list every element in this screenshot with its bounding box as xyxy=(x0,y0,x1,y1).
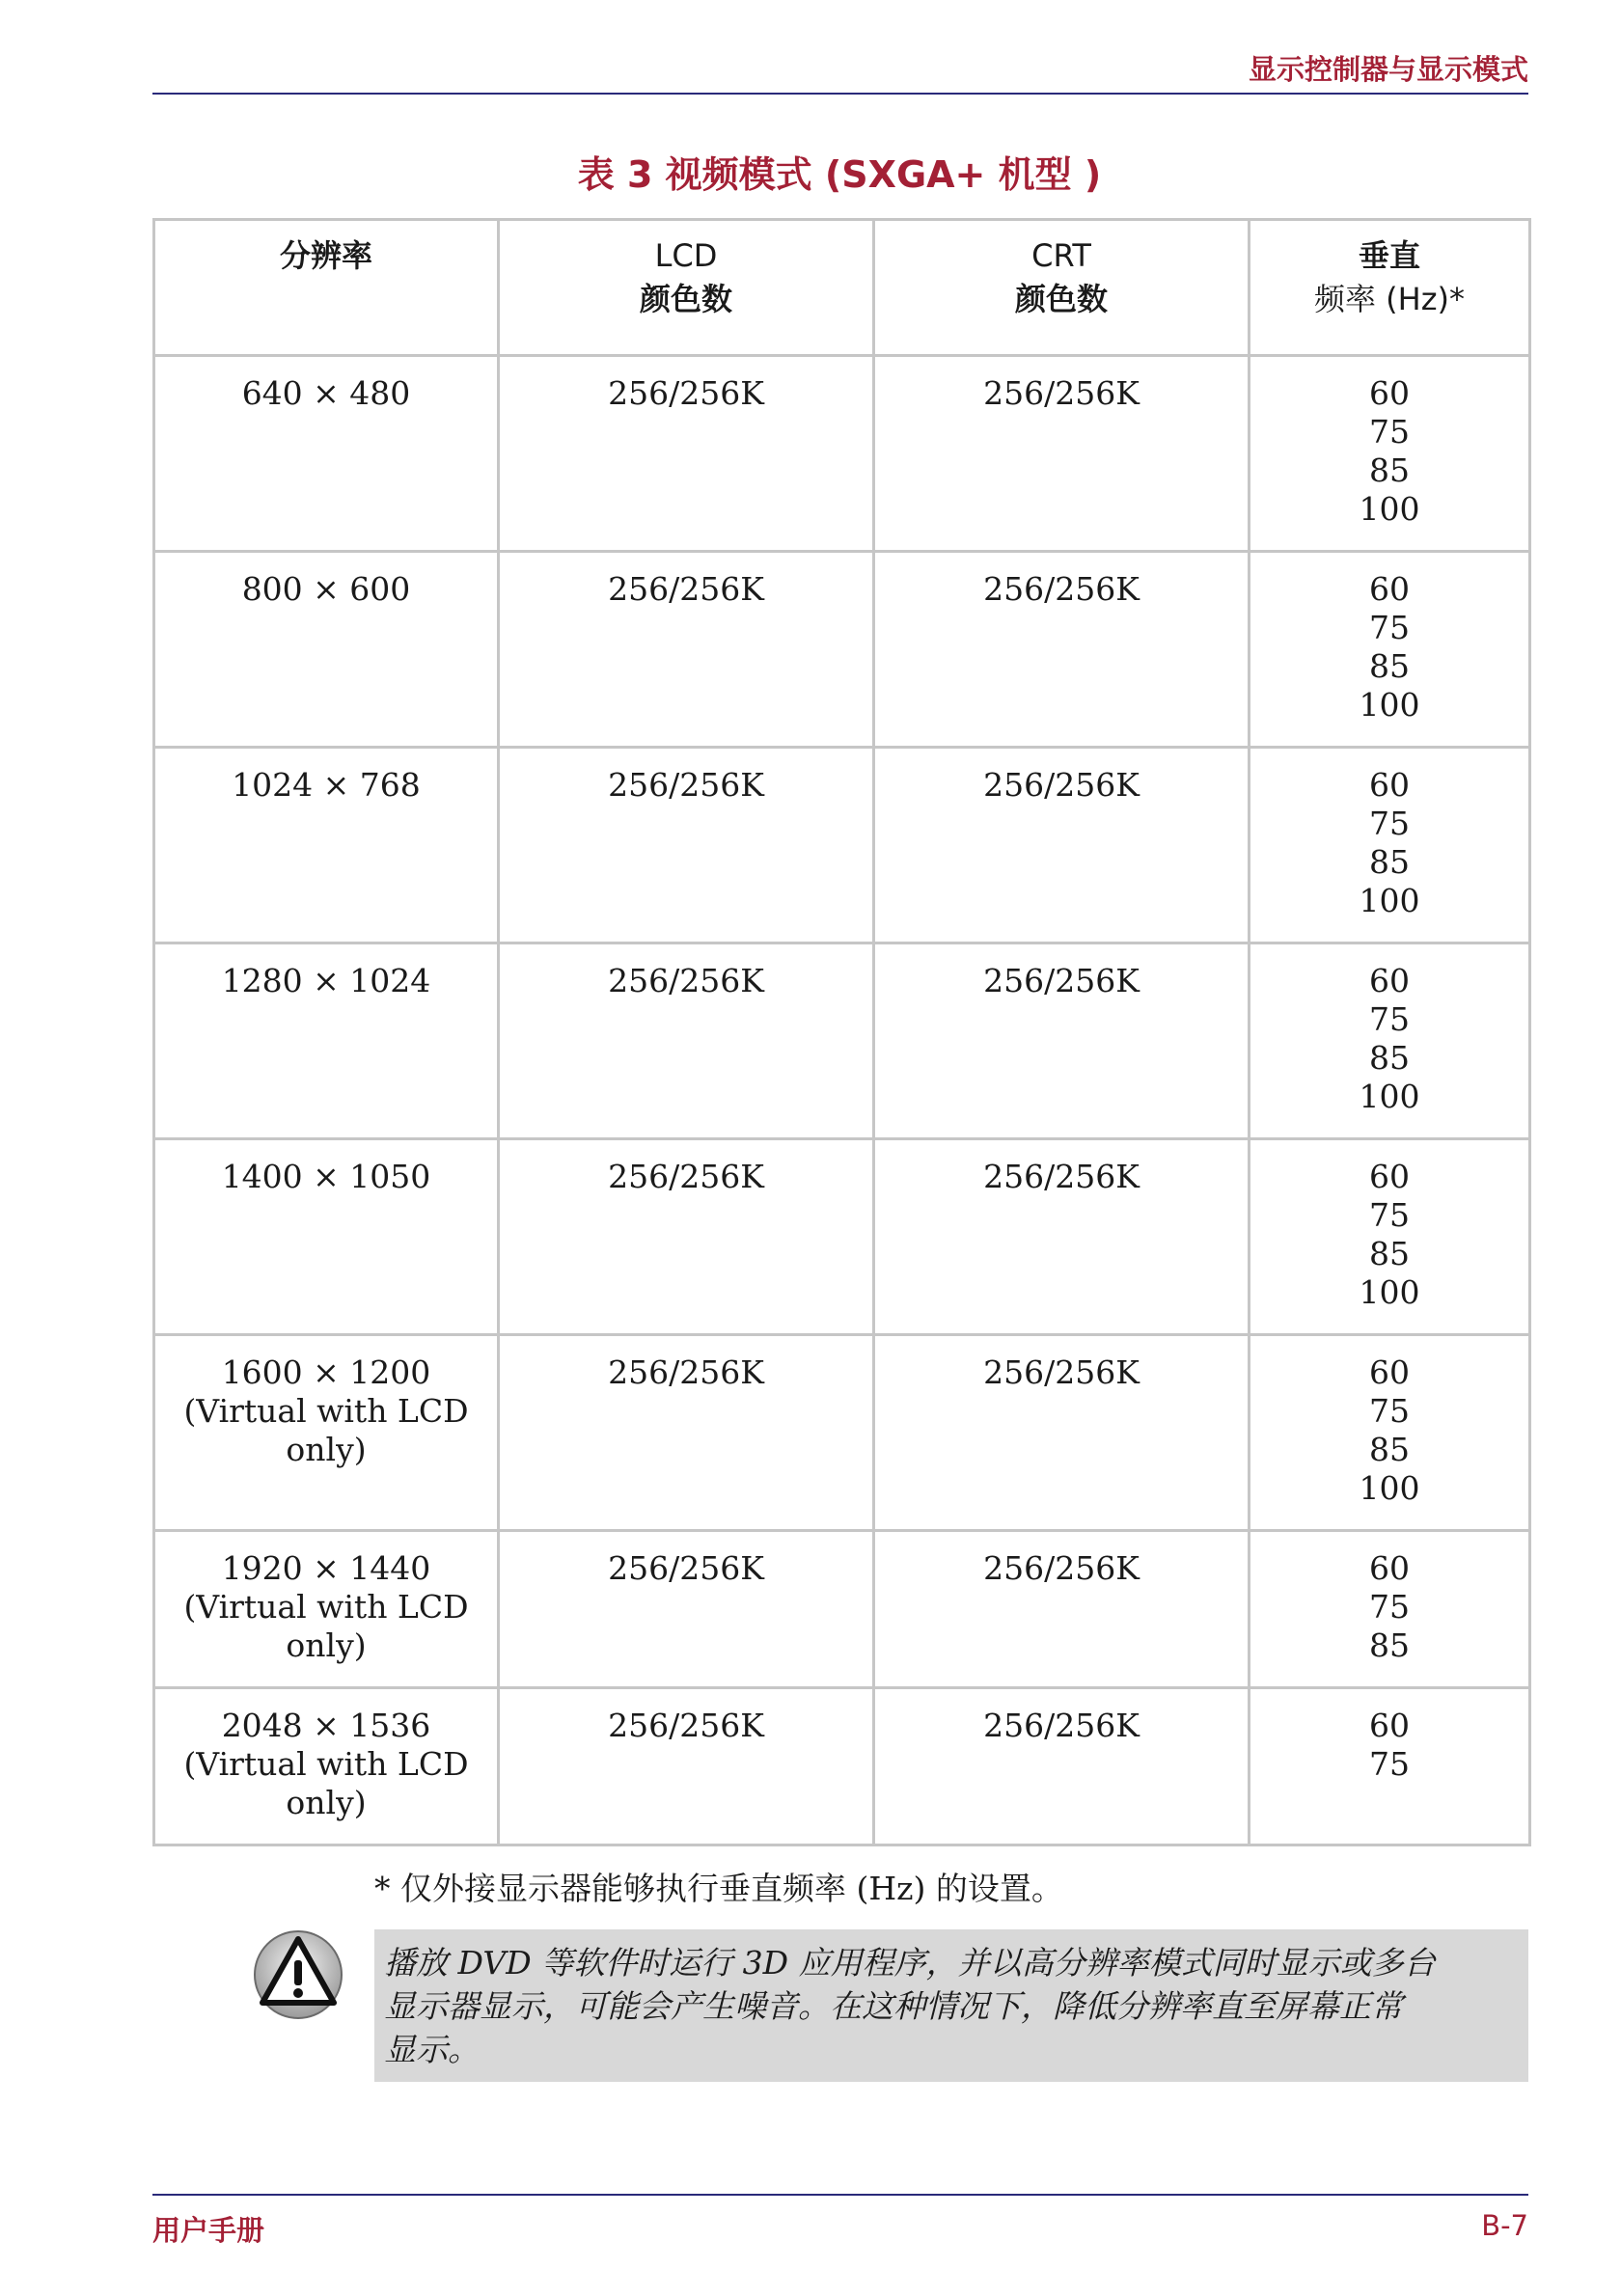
table-header-row xyxy=(154,220,1530,356)
table-row xyxy=(154,1139,1530,1335)
table-row xyxy=(154,356,1530,552)
cell-frequency: 60 75 85 100 xyxy=(1250,356,1530,552)
warning-line: 显示。 xyxy=(384,2031,480,2068)
video-modes-table xyxy=(152,218,1531,1846)
cell-frequency: 60 75 xyxy=(1250,1688,1530,1845)
cell-lcd-colors: 256/256K xyxy=(499,1139,874,1335)
cell-lcd-colors: 256/256K xyxy=(499,1335,874,1531)
cell-lcd-colors: 256/256K xyxy=(499,943,874,1139)
warning-line: 播放 DVD 等软件时运行 3D 应用程序，并以高分辨率模式同时显示或多台 xyxy=(384,1944,1436,1982)
warning-line: 显示器显示，可能会产生噪音。在这种情况下，降低分辨率直至屏幕正常 xyxy=(384,1987,1403,2025)
cell-crt-colors: 256/256K xyxy=(874,552,1250,748)
footnote: * 仅外接显示器能够执行垂直频率 (Hz) 的设置。 xyxy=(374,1870,1063,1907)
cell-frequency: 60 75 85 xyxy=(1250,1531,1530,1688)
cell-crt-colors: 256/256K xyxy=(874,748,1250,943)
table-caption: 表 3 视频模式 (SXGA+ 机型 ) xyxy=(577,153,1102,196)
cell-lcd-colors: 256/256K xyxy=(499,1688,874,1845)
table-row xyxy=(154,943,1530,1139)
table-row xyxy=(154,748,1530,943)
header-crt-colors: CRT 颜色数 xyxy=(874,220,1250,356)
warning-text xyxy=(384,1941,1519,2071)
cell-resolution: 640 × 480 xyxy=(154,356,499,552)
header-vertical-frequency: 垂直 频率 (Hz)* xyxy=(1250,220,1530,356)
cell-resolution: 1280 × 1024 xyxy=(154,943,499,1139)
footer-page-number: B-7 xyxy=(1481,2209,1528,2242)
cell-frequency: 60 75 85 100 xyxy=(1250,552,1530,748)
header-lcd-colors: LCD 颜色数 xyxy=(499,220,874,356)
cell-lcd-colors: 256/256K xyxy=(499,1531,874,1688)
cell-resolution: 1400 × 1050 xyxy=(154,1139,499,1335)
cell-resolution: 1024 × 768 xyxy=(154,748,499,943)
cell-frequency: 60 75 85 100 xyxy=(1250,1139,1530,1335)
header-resolution: 分辨率 xyxy=(154,220,499,356)
cell-resolution: 1920 × 1440 (Virtual with LCD only) xyxy=(154,1531,499,1688)
table-row xyxy=(154,552,1530,748)
header-title: 显示控制器与显示模式 xyxy=(1248,53,1528,86)
cell-crt-colors: 256/256K xyxy=(874,943,1250,1139)
table-row xyxy=(154,1335,1530,1531)
cell-crt-colors: 256/256K xyxy=(874,1688,1250,1845)
cell-crt-colors: 256/256K xyxy=(874,1531,1250,1688)
table-row xyxy=(154,1688,1530,1845)
warning-note xyxy=(374,1929,1528,2082)
cell-frequency: 60 75 85 100 xyxy=(1250,943,1530,1139)
footer-divider xyxy=(152,2194,1528,2196)
warning-triangle-icon xyxy=(253,1929,343,2020)
cell-crt-colors: 256/256K xyxy=(874,356,1250,552)
table-row xyxy=(154,1531,1530,1688)
cell-crt-colors: 256/256K xyxy=(874,1139,1250,1335)
cell-resolution: 1600 × 1200 (Virtual with LCD only) xyxy=(154,1335,499,1531)
cell-resolution: 800 × 600 xyxy=(154,552,499,748)
cell-crt-colors: 256/256K xyxy=(874,1335,1250,1531)
footer-manual-title: 用户手册 xyxy=(152,2214,265,2247)
cell-resolution: 2048 × 1536 (Virtual with LCD only) xyxy=(154,1688,499,1845)
cell-lcd-colors: 256/256K xyxy=(499,552,874,748)
header-divider xyxy=(152,93,1528,95)
cell-frequency: 60 75 85 100 xyxy=(1250,1335,1530,1531)
cell-lcd-colors: 256/256K xyxy=(499,356,874,552)
cell-lcd-colors: 256/256K xyxy=(499,748,874,943)
cell-frequency: 60 75 85 100 xyxy=(1250,748,1530,943)
